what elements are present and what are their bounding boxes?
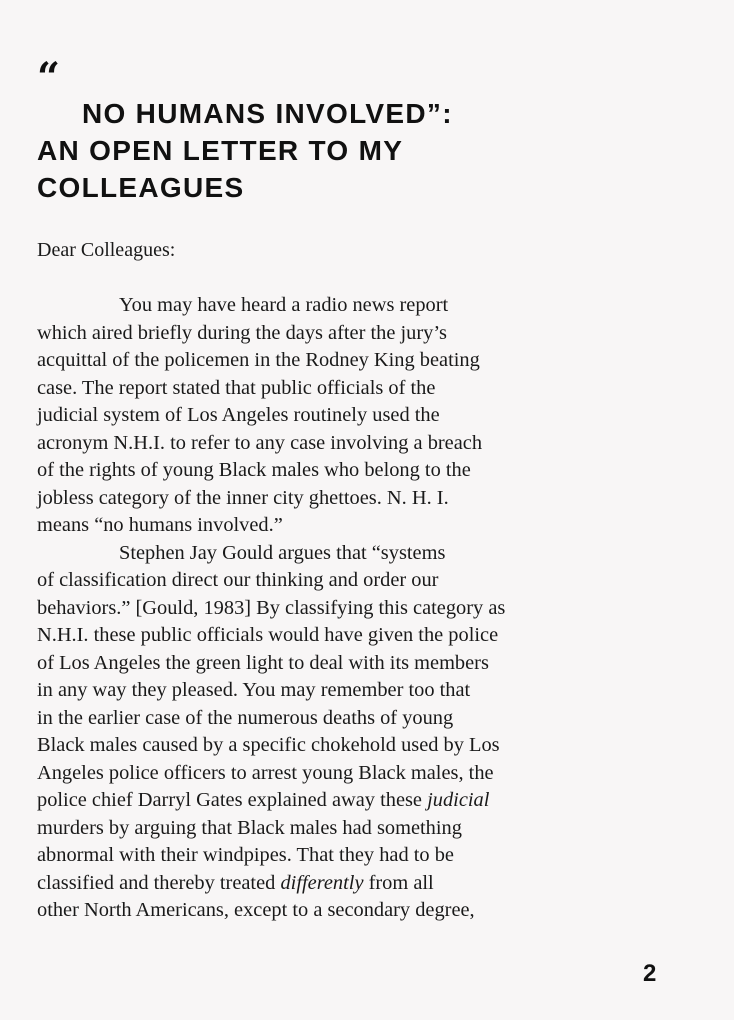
body-line: in any way they pleased. You may remember too that [37, 679, 471, 701]
body-line-text: police chief Darryl Gates explained away these [37, 789, 428, 811]
body-line: in the earlier case of the numerous deaths of young [37, 706, 454, 729]
salutation: Dear Colleagues: [37, 239, 176, 261]
body-line: murders by arguing that Black males had something [37, 816, 462, 839]
body-line: of the rights of young Black males who belong to the [37, 459, 471, 481]
body-line-text: from all [363, 871, 434, 894]
body-line: acronym N.H.I. to refer to any case involving a breach [37, 431, 483, 454]
body-line: Stephen Jay Gould argues that “systems [119, 541, 446, 564]
body-line: Black males caused by a specific chokehold used by Los [37, 734, 500, 756]
body-line: Angeles police officers to arrest young Black males, the [37, 761, 494, 784]
body-line-emphasis: differently [280, 871, 364, 894]
title-line: AN OPEN LETTER TO MY [37, 135, 404, 166]
body-line: acquittal of the policemen in the Rodney King beating [37, 349, 480, 371]
body-line: jobless category of the inner city ghettoes. N. H. I. [37, 486, 449, 509]
body-line: other North Americans, except to a secondary degree, [37, 899, 475, 921]
body-line: of Los Angeles the green light to deal with its members [37, 651, 489, 674]
body-line: which aired briefly during the days after the jury’s [37, 321, 447, 344]
page-number: 2 [643, 960, 657, 987]
opening-quote-mark: “ [37, 54, 61, 101]
body-line: judicial system of Los Angeles routinely used the [37, 404, 440, 426]
letter-body [37, 292, 557, 925]
body-line: case. The report stated that public officials of the [37, 376, 436, 399]
title-line: COLLEAGUES [37, 172, 245, 203]
body-line: means “no humans involved.” [37, 514, 283, 536]
body-line: abnormal with their windpipes. That they had to be [37, 844, 454, 866]
body-line: N.H.I. these public officials would have given the police [37, 624, 499, 646]
body-line: behaviors.” [Gould, 1983] By classifying this category as [37, 596, 506, 619]
body-line [37, 787, 557, 815]
body-line [37, 870, 557, 898]
body-line-emphasis: judicial [427, 789, 490, 811]
body-line-text: classified and thereby treated [37, 871, 281, 894]
body-line: of classification direct our thinking and order our [37, 569, 439, 591]
body-line: You may have heard a radio news report [119, 294, 449, 316]
title-line: NO HUMANS INVOLVED”: [82, 98, 453, 129]
page-title [37, 95, 453, 206]
